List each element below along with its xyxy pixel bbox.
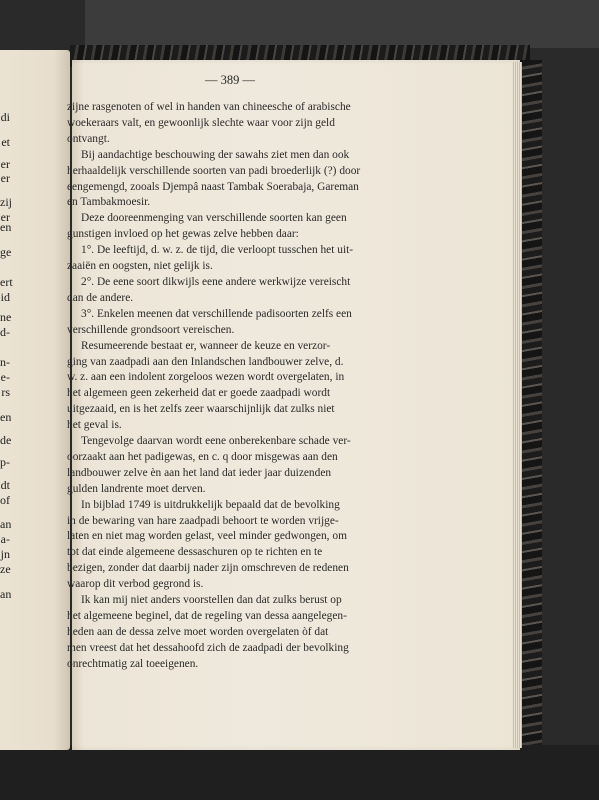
text-line: het geval is. [67, 419, 122, 432]
paragraph [67, 100, 434, 148]
paragraph [67, 434, 434, 498]
left-page-fragment: et [1, 135, 10, 149]
left-page-fragment: p- [0, 455, 10, 469]
text-line: onrechtmatig zal toeeigenen. [67, 657, 199, 670]
left-page-fragment: an [0, 517, 12, 531]
left-page-fragment: zij [0, 195, 12, 209]
left-page-fragment: rs [1, 385, 10, 399]
left-page-fragment: n- [0, 355, 10, 369]
text-line: waarop dit verbod gegrond is. [67, 578, 204, 591]
left-page-fragment: an [0, 587, 12, 601]
left-page-fragment: of [0, 493, 10, 507]
text-line: Ik kan mij niet anders voorstellen dan dat zulks berust op [81, 594, 342, 607]
left-page-fragment: id [0, 290, 10, 304]
text-line: gulden landrente moet derven. [67, 482, 206, 495]
paragraph [67, 211, 434, 243]
text-line: w. z. aan een indolent zorgeloos wezen wordt overgelaten, in [67, 371, 345, 384]
page-number: — 389 — [205, 73, 255, 87]
text-line: ontvangt. [67, 132, 110, 145]
paragraph [67, 498, 434, 593]
text-line: oorzaakt aan het padigewas, en c. q door misgewas aan den [67, 450, 338, 463]
text-line: tot dat einde algemeene dessaschuren op te richten en te [67, 546, 323, 559]
left-page-fragment: a- [0, 532, 10, 546]
text-line: Deze dooreenmenging van verschillende soorten kan geen [81, 212, 347, 225]
text-line: ging van zaadpadi aan den Inlandschen landbouwer zelve, d. [67, 355, 344, 368]
left-page-fragment: ert [0, 275, 13, 289]
text-line: het algemeen geen zekerheid dat er goede zaadpadi wordt [67, 387, 331, 400]
text-line: gunstigen invloed op het gewas zelve hebben daar: [67, 228, 299, 241]
paragraph [67, 339, 434, 434]
text-line: heden aan de dessa zelve moet worden overgelaten òf dat [67, 625, 329, 638]
text-line: bezigen, zonder dat daarbij nader zijn omschreven de redenen [67, 562, 349, 575]
left-page-fragment: dt [0, 478, 10, 492]
text-line: woekeraars valt, en gewoonlijk slechte waar voor zijn geld [67, 116, 335, 129]
paragraph [67, 593, 434, 673]
text-line: in de bewaring van hare zaadpadi behoort te worden vrijge- [67, 514, 339, 527]
text-line: laten en niet mag worden gelast, veel minder gedwongen, om [67, 530, 347, 543]
text-line: Bij aandachtige beschouwing der sawahs ziet men dan ook [81, 148, 350, 161]
text-line: Resumeerende bestaat er, wanneer de keuze en verzor- [81, 339, 331, 352]
left-page-fragment: e- [0, 370, 10, 384]
text-line: 1°. De leeftijd, d. w. z. de tijd, die verloopt tusschen het uit- [81, 244, 354, 257]
paragraph [67, 275, 434, 307]
left-page-fragment: en [0, 410, 12, 424]
book-cover-edge [520, 60, 542, 750]
left-page-fragment: er [0, 171, 10, 185]
left-page-fragment: ne [0, 310, 12, 324]
text-line: verschillende grondsoort vereischen. [67, 323, 235, 336]
text-line: dan de andere. [67, 291, 134, 304]
left-page-fragment: ze [0, 562, 11, 576]
paragraph [67, 148, 434, 212]
text-line: landbouwer zelve èn aan het land dat ieder jaar duizenden [67, 466, 332, 479]
page-body [67, 100, 434, 673]
text-line: het algemeene beginel, dat de regeling van dessa aangelegen- [67, 610, 347, 622]
text-line: herhaaldelijk verschillende soorten van padi broederlijk (?) door [67, 164, 361, 177]
text-line: eengemengd, zooals Djempâ naast Tambak Soerabaja, Gareman [67, 180, 359, 193]
left-page-fragment: de [0, 433, 12, 447]
left-page [0, 50, 70, 750]
paragraph [67, 307, 434, 339]
text-line: zijne rasgenoten of wel in handen van chineesche of arabische [67, 101, 351, 113]
left-page-fragment: er [0, 210, 10, 224]
left-page-fragment: en [0, 220, 12, 234]
left-page-fragment: d- [0, 325, 10, 339]
paragraph [67, 243, 434, 275]
left-page-fragment: jn [0, 547, 10, 561]
text-line: 2°. De eene soort dikwijls eene andere werkwijze vereischt [81, 275, 351, 288]
left-page-fragment: ge [0, 245, 12, 259]
text-line: 3°. Enkelen meenen dat verschillende padisoorten zelfs een [81, 307, 352, 320]
text-line: men vreest dat het dessahoofd zich de zaadpadi der bevolking [67, 641, 349, 654]
text-line: In bijblad 1749 is uitdrukkelijk bepaald dat de bevolking [81, 498, 340, 511]
text-line: Tengevolge daarvan wordt eene onberekenbare schade ver- [81, 435, 351, 448]
left-page-fragment: er [0, 157, 10, 171]
page-edges [512, 62, 522, 748]
background-surface-bottom [0, 745, 599, 800]
text-line: uitgezaaid, en is het zelfs zeer waarschijnlijk dat zulks niet [67, 403, 335, 416]
text-line: en Tambakmoesir. [67, 196, 151, 209]
left-page-fragment: di [0, 110, 10, 124]
text-line: zaaiën en oogsten, niet gelijk is. [67, 260, 213, 273]
background-surface [85, 0, 599, 48]
